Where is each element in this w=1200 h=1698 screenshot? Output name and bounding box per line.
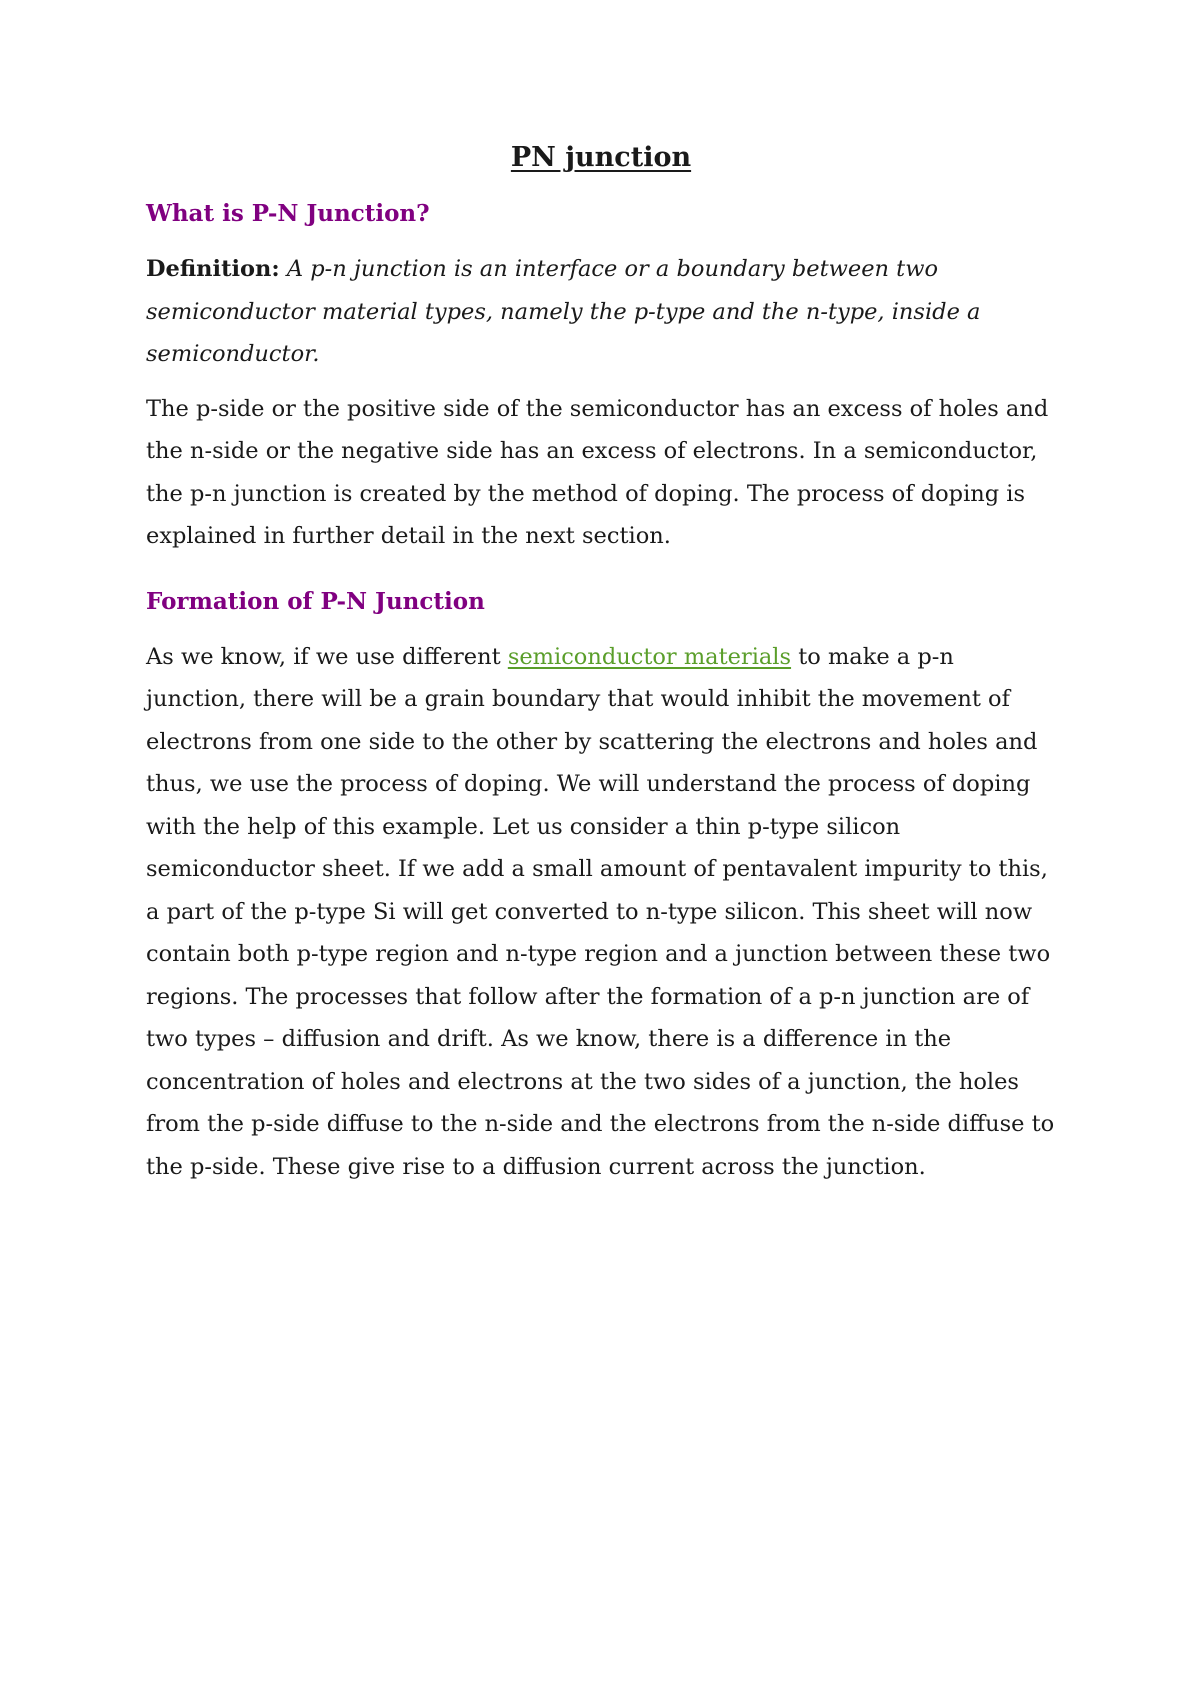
- definition-label: Definition:: [146, 256, 280, 282]
- formation-text-start: As we know, if we use different: [146, 643, 508, 670]
- formation-text-rest: to make a p-n junction, there will be a grain boundary that would inhibit the movement of electrons from one side to the other by scattering the electrons and holes and thus, we use the process of doping. We will understand the process of doping with the help of this example. Let us consider a thin p-type silicon semiconductor sheet. If we add a small amount of pentavalent impurity to this, a part of the p-type Si will get converted to n-type silicon. This sheet will now contain both p-type region and n-type region and a junction between these two regions. The processes that follow after the formation of a p-n junction are of two types – diffusion and drift. As we know, there is a difference in the concentration of holes and electrons at the two sides of a junction, the holes from the p-side diffuse to the n-side and the electrons from the n-side diffuse to the p-side. These give rise to a diffusion current across the junction.: [146, 643, 1055, 1180]
- section-heading-what-is: What is P-N Junction?: [146, 200, 430, 227]
- intro-paragraph: The p-side or the positive side of the semiconductor has an excess of holes and the n-side or the negative side has an excess of electrons. In a semiconductor, the p-n junction is created by the method of doping. The process of doping is explained in further detail in the next section.: [146, 395, 1049, 549]
- semiconductor-materials-link[interactable]: semiconductor materials: [507, 643, 792, 670]
- definition-text: A p-n junction is an interface or a boundary between two semiconductor material types, namely the p-type and the n-type, inside a semiconductor.: [146, 256, 981, 367]
- document-page: [146, 140, 1056, 1200]
- formation-paragraph: [146, 636, 1056, 1189]
- document-title: PN junction: [510, 142, 692, 173]
- definition-paragraph: [146, 248, 1056, 376]
- section-heading-formation: Formation of P-N Junction: [146, 587, 485, 615]
